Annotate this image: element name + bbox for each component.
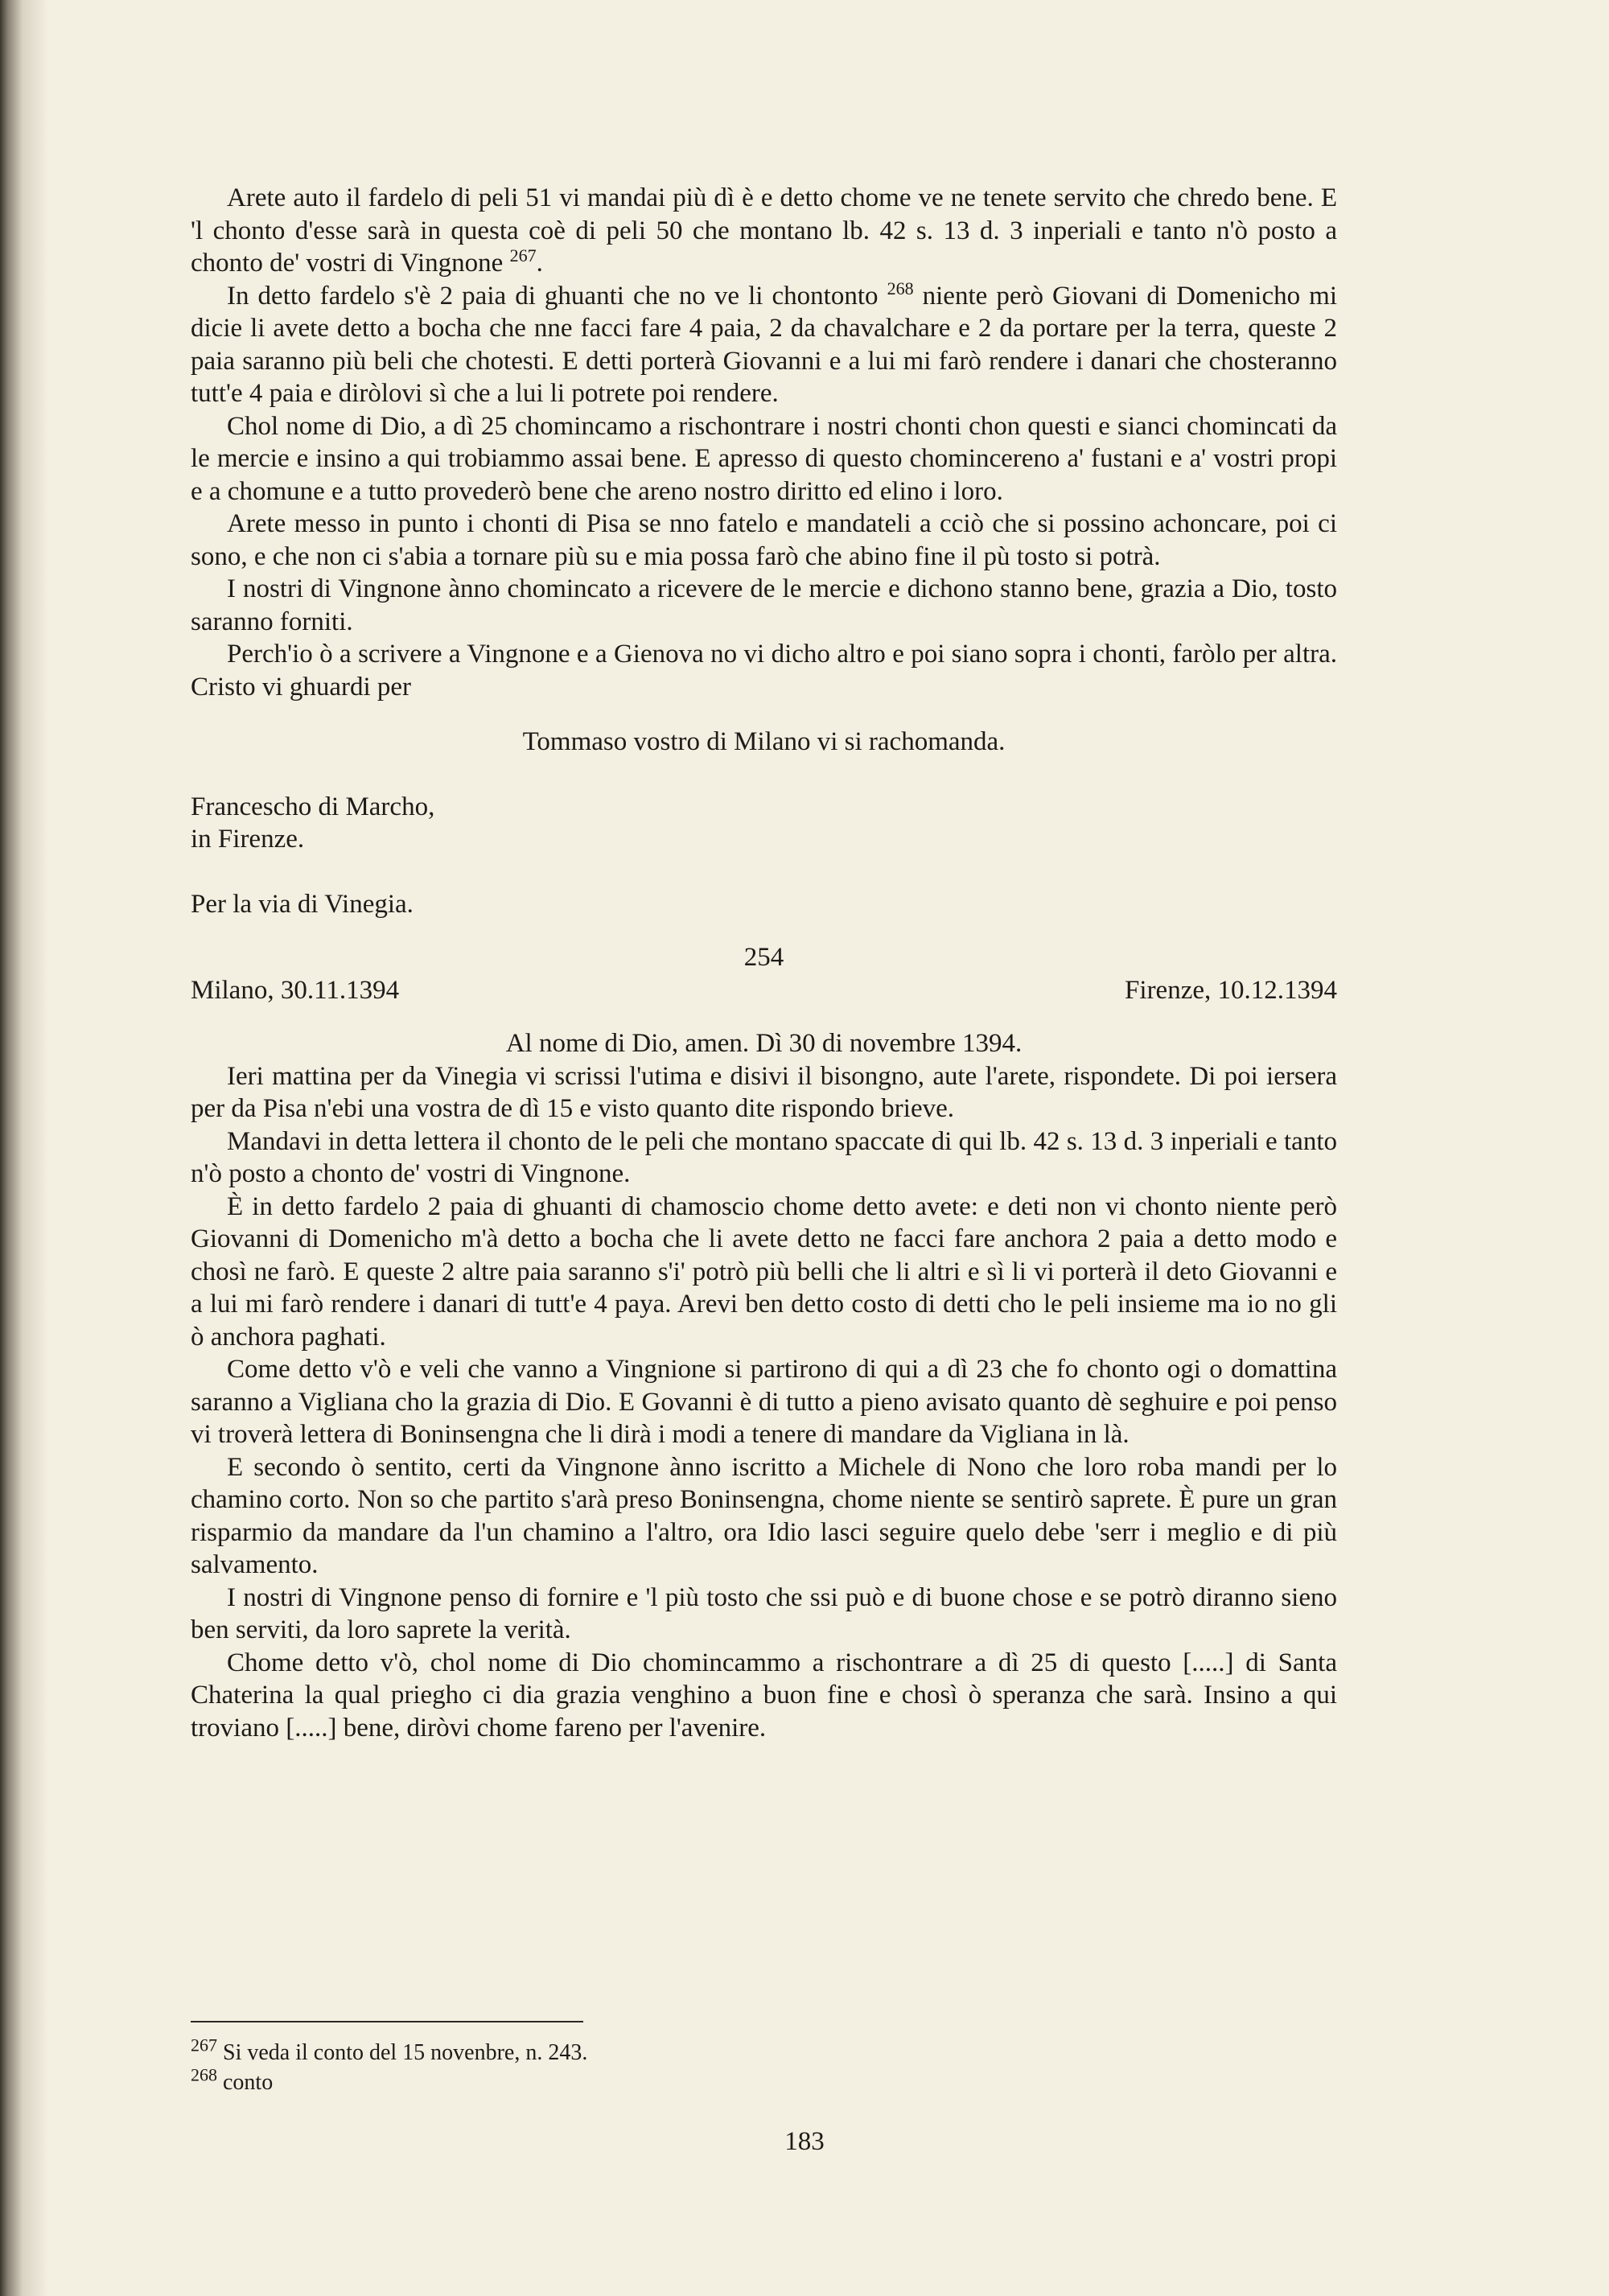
signoff: Tommaso vostro di Milano vi si rachomanda. bbox=[522, 727, 1006, 756]
footnote-ref: 268 bbox=[887, 278, 914, 298]
route-note: Per la via di Vinegia. bbox=[191, 889, 414, 919]
letter-number: 254 bbox=[743, 943, 784, 972]
received-date: Firenze, 10.12.1394 bbox=[1125, 975, 1337, 1005]
paragraph: Come detto v'ò e veli che vanno a Vingnione si partirono di qui a dì 23 che fo chonto ogi o domattina saranno a Vigliana cho la grazia di Dio. E Govanni è di tutto a pieno avisato quanto dè seghuire e poi penso vi troverà lettera di Boninsengna che li dirà i modi a tenere di mandare da Vigliana in là. bbox=[191, 1355, 1337, 1449]
page-body bbox=[191, 182, 1337, 1744]
footnote: $^{267}$ Si veda il conto del 15 novenbre, n. 243. bbox=[191, 2035, 588, 2065]
letter-254 bbox=[191, 941, 1337, 1744]
paragraph: In detto fardelo s'è 2 paia di ghuanti che no ve li chontonto $^{268}$ niente però Giovani di Domenicho mi dicie li avete detto a bocha che nne facci fare 4 paia, 2 da chavalchare e 2 da portare per la terra, queste 2 paia saranno più beli che chotesti. E detti porterà Giovanni e a lui mi farò rendere i danari che chosteranno tutt'e 4 paia e diròlovi sì che a lui li potrete poi rendere. bbox=[191, 278, 1337, 408]
paragraph: Arete auto il fardelo di peli 51 vi mandai più dì è e detto chome ve ne tenete servito che chredo bene. E 'l chonto d'esse sarà in questa coè di peli 50 che montano lb. 42 s. 13 d. 3 inperiali e tanto n'ò posto a chonto de' vostri di Vingnone $^{267}$. bbox=[191, 183, 1337, 278]
letter-253-tail bbox=[191, 182, 1337, 920]
footnotes bbox=[191, 2035, 995, 2097]
address-line: Francescho di Marcho, bbox=[191, 792, 435, 821]
dateline bbox=[191, 974, 1337, 1007]
address-line: in Firenze. bbox=[191, 825, 305, 854]
paragraph: Ieri mattina per da Vinegia vi scrissi l'utima e disivi il bisongno, aute l'arete, rispondete. Di poi iersera per da Pisa n'ebi una vostra de dì 15 e visto quanto dite rispondo brieve. bbox=[191, 1061, 1337, 1123]
footnote: $^{268}$ conto bbox=[191, 2064, 274, 2095]
paragraph: I nostri di Vingnone ànno chomincato a ricevere de le mercie e dichono stanno bene, grazia a Dio, tosto saranno forniti. bbox=[191, 574, 1337, 636]
paragraph: Perch'io ò a scrivere a Vingnone e a Gienova no vi dicho altro e poi siano sopra i chonti, faròlo per altra. Cristo vi ghuardi per bbox=[191, 640, 1337, 702]
salutation: Al nome di Dio, amen. Dì 30 di novembre 1394. bbox=[505, 1029, 1023, 1058]
paragraph: I nostri di Vingnone penso di fornire e 'l più tosto che ssi può e di buone chose e se potrò diranno sieno ben serviti, da loro saprete la verità. bbox=[191, 1582, 1337, 1644]
paragraph: Arete messo in punto i chonti di Pisa se nno fatelo e mandateli a cciò che si possino achoncare, poi ci sono, e che non ci s'abia a tornare più su e mia possa farò che abino fine il pù tosto si potrà. bbox=[191, 509, 1337, 571]
paragraph: È in detto fardelo 2 paia di ghuanti di chamoscio chome detto avete: e deti non vi chonto niente però Giovanni di Domenicho m'à detto a bocha che li avete detto ne facci fare anchora 2 paia a detto modo e chosì ne farò. E queste 2 altre paia saranno s'i' potrò più belli che li altri e sì li vi porterà il deto Giovanni e a lui mi farò rendere i danari di tutt'e 4 paya. Arevi ben detto costo di detti cho le peli insieme ma io no gli ò anchora paghati. bbox=[191, 1191, 1337, 1352]
paragraph: Chol nome di Dio, a dì 25 chomincamo a rischontrare i nostri chonti chon questi e sianci chomincati da le mercie e insino a qui trobiammo assai bene. E apresso di questo chomincereno a' fustani e a' vostri propi e a chomune e a tutto provederò bene che areno nostro diritto ed elino i loro. bbox=[191, 411, 1337, 506]
book-gutter-shadow bbox=[0, 0, 48, 2296]
paragraph: Chome detto v'ò, chol nome di Dio chomincammo a rischontrare a dì 25 di questo [.....] di Santa Chaterina la qual priegho ci dia grazia venghino a buon fine e chosì ò speranza che sarà. Insino a qui troviano [.....] bene, diròvi chome fareno per l'avenire. bbox=[191, 1648, 1337, 1743]
paragraph: E secondo ò sentito, certi da Vingnone ànno iscritto a Michele di Nono che loro roba mandi per lo chamino corto. Non so che partito s'arà preso Boninsengna, chome niente se sentirò saprete. È pure un gran risparmio da mandare da l'un chamino a l'altro, ora Idio lasci seguire quelo debe 'serr i meglio e di più salvamento. bbox=[191, 1452, 1337, 1579]
footnote-ref: 267 bbox=[509, 245, 537, 265]
footnote-rule bbox=[191, 2021, 583, 2022]
page-number: 183 bbox=[784, 2127, 825, 2156]
footnote-number: 267 bbox=[191, 2035, 217, 2055]
footnote-number: 268 bbox=[191, 2064, 217, 2085]
origin-date: Milano, 30.11.1394 bbox=[191, 975, 400, 1005]
paragraph: Mandavi in detta lettera il chonto de le peli che montano spaccate di qui lb. 42 s. 13 d. 3 inperiali e tanto n'ò posto a chonto de' vostri di Vingnone. bbox=[191, 1126, 1337, 1188]
